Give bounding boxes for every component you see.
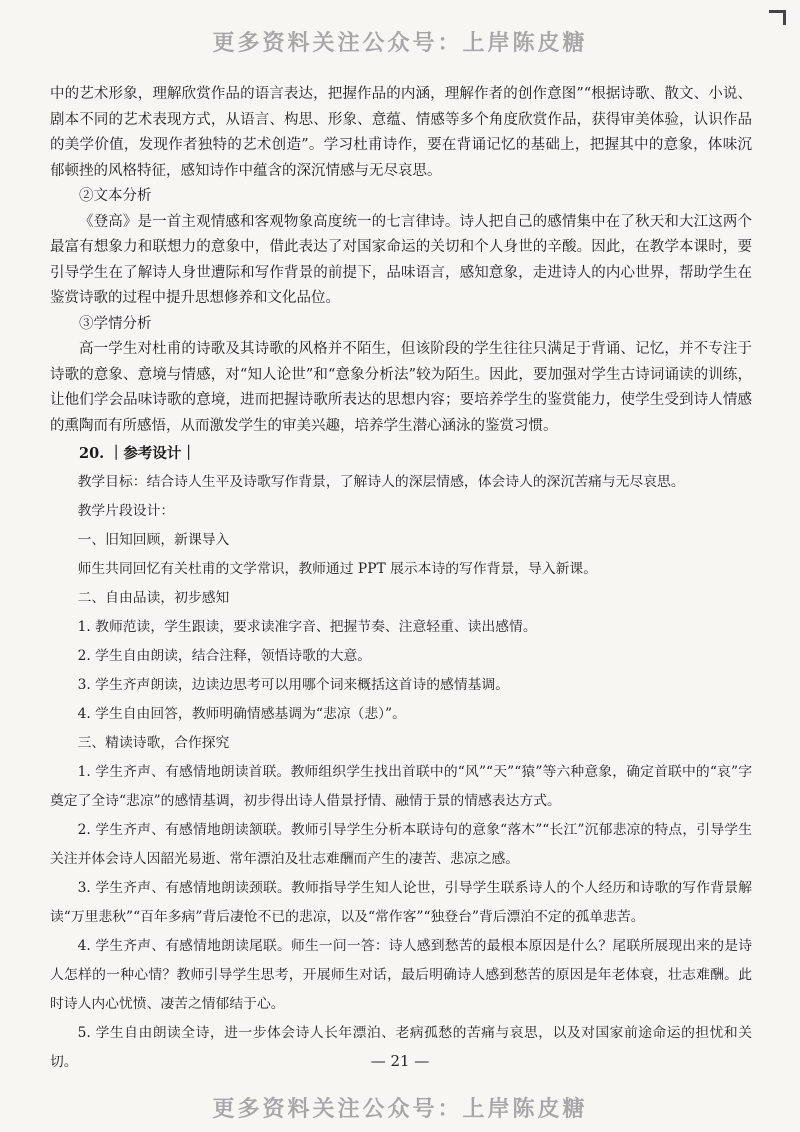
watermark-bottom: 更多资料关注公众号：上岸陈皮糖 — [212, 1097, 588, 1122]
step2-item: 4. 学生自由回答，教师明确情感基调为“悲凉（悲）”。 — [77, 705, 406, 722]
watermark-top: 更多资料关注公众号：上岸陈皮糖 — [212, 31, 588, 56]
page-number: — 21 — — [370, 1052, 430, 1070]
text-analysis-heading: ②文本分析 — [79, 188, 152, 204]
curriculum-paragraph: 中的艺术形象，理解欣赏作品的语言表达，把握作品的内涵，理解作者的创作意图”“根据诗歌、散文、小说、剧本不同的艺术表现方式，从语言、构思、形象、意蕴、情感等多个角度欣赏作品，获得审美体验，认识作品的美学价值，发现作者独特的艺术创造”。学习杜甫诗作，要在背诵记忆的基础上，把握其中的意象，体味沉郁顿挫的风格特征，感知诗作中蕴含的深沉情感与无尽哀思。 — [50, 86, 752, 179]
step1-body: 师生共同回忆有关杜甫的文学常识，教师通过 PPT 展示本诗的写作背景，导入新课。 — [77, 560, 598, 577]
step3-item: 1. 学生齐声、有感情地朗读首联。教师组织学生找出首联中的“风”“天”“猿”等六种意象，确定首联中的“哀”字奠定了全诗“悲凉”的感情基调，初步得出诗人借景抒情、融情于景的情感表达方式。 — [50, 763, 752, 809]
design-section — [50, 468, 752, 1077]
teaching-goal: 教学目标：结合诗人生平及诗歌写作背景，了解诗人的深层情感，体会诗人的深沉苦痛与无尽哀思。 — [77, 473, 685, 490]
step2-item: 3. 学生齐声朗读，边读边思考可以用哪个词来概括这首诗的感情基调。 — [77, 676, 510, 693]
step2-title: 二、自由品读，初步感知 — [77, 589, 230, 606]
question-heading — [50, 441, 752, 468]
fragment-label: 教学片段设计： — [77, 502, 175, 519]
step2-item: 1. 教师范读，学生跟读，要求读准字音、把握节奏、注意轻重、读出感情。 — [77, 618, 537, 635]
step3-item: 5. 学生自由朗读全诗，进一步体会诗人长年漂泊、老病孤愁的苦痛与哀思，以及对国家前途命运的担忧和关切。 — [50, 1024, 752, 1070]
text-analysis-paragraph: 《登高》是一首主观情感和客观物象高度统一的七言律诗。诗人把自己的感情集中在了秋天和大江这两个最富有想象力和联想力的意象中，借此表达了对国家命运的关切和个人身世的辛酸。因此，在教学本课时，要引导学生在了解诗人身世遭际和写作背景的前提下，品味语言，感知意象，走进诗人的内心世界，帮助学生在鉴赏诗歌的过程中提升思想修养和文化品位。 — [50, 213, 752, 306]
step3-item: 4. 学生齐声、有感情地朗读尾联。师生一问一答：诗人感到愁苦的最根本原因是什么？尾联所展现出来的是诗人怎样的一种心情？教师引导学生思考，开展师生对话，最后明确诗人感到愁苦的原因是年老体衰，壮志难酬。此时诗人内心忧愤、凄苦之情郁结于心。 — [50, 937, 752, 1012]
question-number: 20. — [79, 445, 105, 462]
corner-fold-mark — [769, 10, 786, 25]
step3-title: 三、精读诗歌，合作探究 — [77, 734, 230, 751]
step3-item: 3. 学生齐声、有感情地朗读颈联。教师指导学生知人论世，引导学生联系诗人的个人经历和诗歌的写作背景解读“万里悲秋”“百年多病”背后凄怆不已的悲凉，以及“常作客”“独登台”背后漂泊不定的孤单悲苦。 — [50, 879, 752, 925]
step1-title: 一、旧知回顾，新课导入 — [77, 531, 230, 548]
question-title: ｜参考设计｜ — [108, 445, 196, 462]
page-content — [50, 82, 752, 1077]
step2-item: 2. 学生自由朗读，结合注释，领悟诗歌的大意。 — [77, 647, 372, 664]
step3-item: 2. 学生齐声、有感情地朗读颔联。教师引导学生分析本联诗句的意象“落木”“长江”沉郁悲凉的特点，引导学生关注并体会诗人因韶光易逝、常年漂泊及壮志难酬而产生的凄苦、悲凉之感。 — [50, 821, 752, 867]
student-analysis-heading: ③学情分析 — [79, 315, 152, 332]
student-analysis-paragraph: 高一学生对杜甫的诗歌及其诗歌的风格并不陌生，但该阶段的学生往往只满足于背诵、记忆，并不专注于诗歌的意象、意境与情感，对“知人论世”和“意象分析法”较为陌生。因此，要加强对学生古诗词诵读的训练，让他们学会品味诗歌的意境，进而把握诗歌所表达的思想内容；要培养学生的鉴赏能力，使学生受到诗人情感的熏陶而有所感悟，从而激发学生的审美兴趣，培养学生潜心涵泳的鉴赏习惯。 — [50, 341, 752, 434]
